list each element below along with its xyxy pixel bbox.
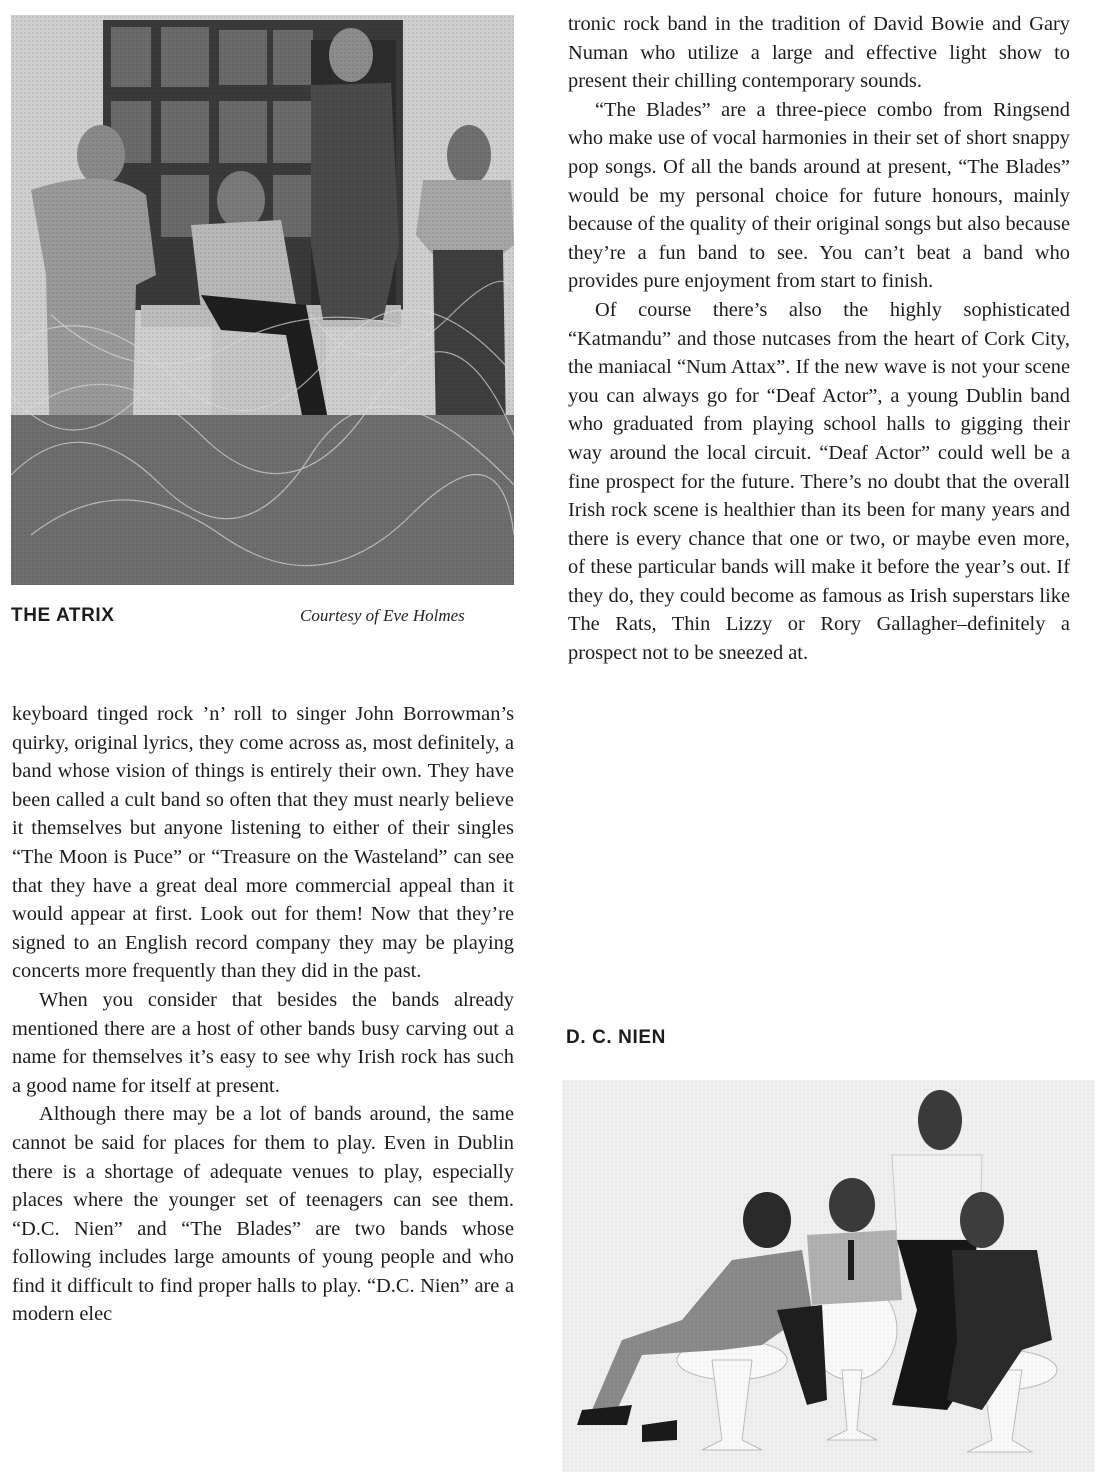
dcnien-photo-illustration	[562, 1080, 1095, 1472]
atrix-photo-illustration	[11, 15, 514, 585]
article-left-column	[12, 700, 514, 1329]
article-right-column	[568, 10, 1070, 668]
article-paragraph: “The Blades” are a three-piece combo from Ringsend who make use of vocal harmonies in their set of short snappy pop songs. Of all the bands around at present, “The Blades” would be my personal choice for future honours, mainly because of the quality of their original songs but also because they’re a fun band to see. You can’t beat a band who provides pure enjoyment from start to finish.	[568, 98, 1070, 293]
atrix-photo-credit: Courtesy of Eve Holmes	[300, 606, 465, 625]
dcnien-band-photo	[562, 1080, 1095, 1472]
dcnien-photo-caption-title: D. C. NIEN	[566, 1027, 666, 1048]
article-paragraph: When you consider that besides the bands already mentioned there are a host of other bands busy carving out a name for themselves it’s easy to see why Irish rock has such a good name for itself at present.	[12, 988, 514, 1097]
atrix-band-photo	[11, 15, 514, 585]
article-paragraph: tronic rock band in the tradition of David Bowie and Gary Numan who utilize a large and effective light show to present their chilling contemporary sounds.	[568, 13, 1070, 93]
article-paragraph: Although there may be a lot of bands around, the same cannot be said for places for them to play. Even in Dublin there is a shortage of adequate venues to play, especially places where the younger set of teenagers can see them. “D.C. Nien” and “The Blades” are two bands whose following includes large amounts of young people and who find it difficult to find proper halls to play. “D.C. Nien” are a modern elec	[12, 1103, 514, 1326]
article-paragraph: keyboard tinged rock ’n’ roll to singer John Borrowman’s quirky, original lyrics, they come across as, most definitely, a band whose vision of things is entirely their own. They have been called a cult band so often that they must nearly believe it themselves but anyone listening to either of their singles “The Moon is Puce” or “Treasure on the Wasteland” can see that they have a great deal more commercial appeal than it would appear at first. Look out for them! Now that they’re signed to an English record company they may be playing concerts more frequently than they did in the past.	[12, 703, 514, 983]
article-paragraph: Of course there’s also the highly sophisticated “Katmandu” and those nutcases from the heart of Cork City, the maniacal “Num Attax”. If the new wave is not your scene you can always go for “Deaf Actor”, a young Dublin band who graduated from playing school halls to gigging their way around the local circuit. “Deaf Actor” could well be a fine prospect for the future. There’s no doubt that the overall Irish rock scene is healthier than its been for many years and there is every chance that one or two, or maybe even more, of these particular bands will make it before the year’s out. If they do, they could become as famous as Irish superstars like The Rats, Thin Lizzy or Rory Gallagher–definitely a prospect not to be sneezed at.	[568, 298, 1070, 665]
atrix-photo-caption-title: THE ATRIX	[11, 605, 115, 626]
